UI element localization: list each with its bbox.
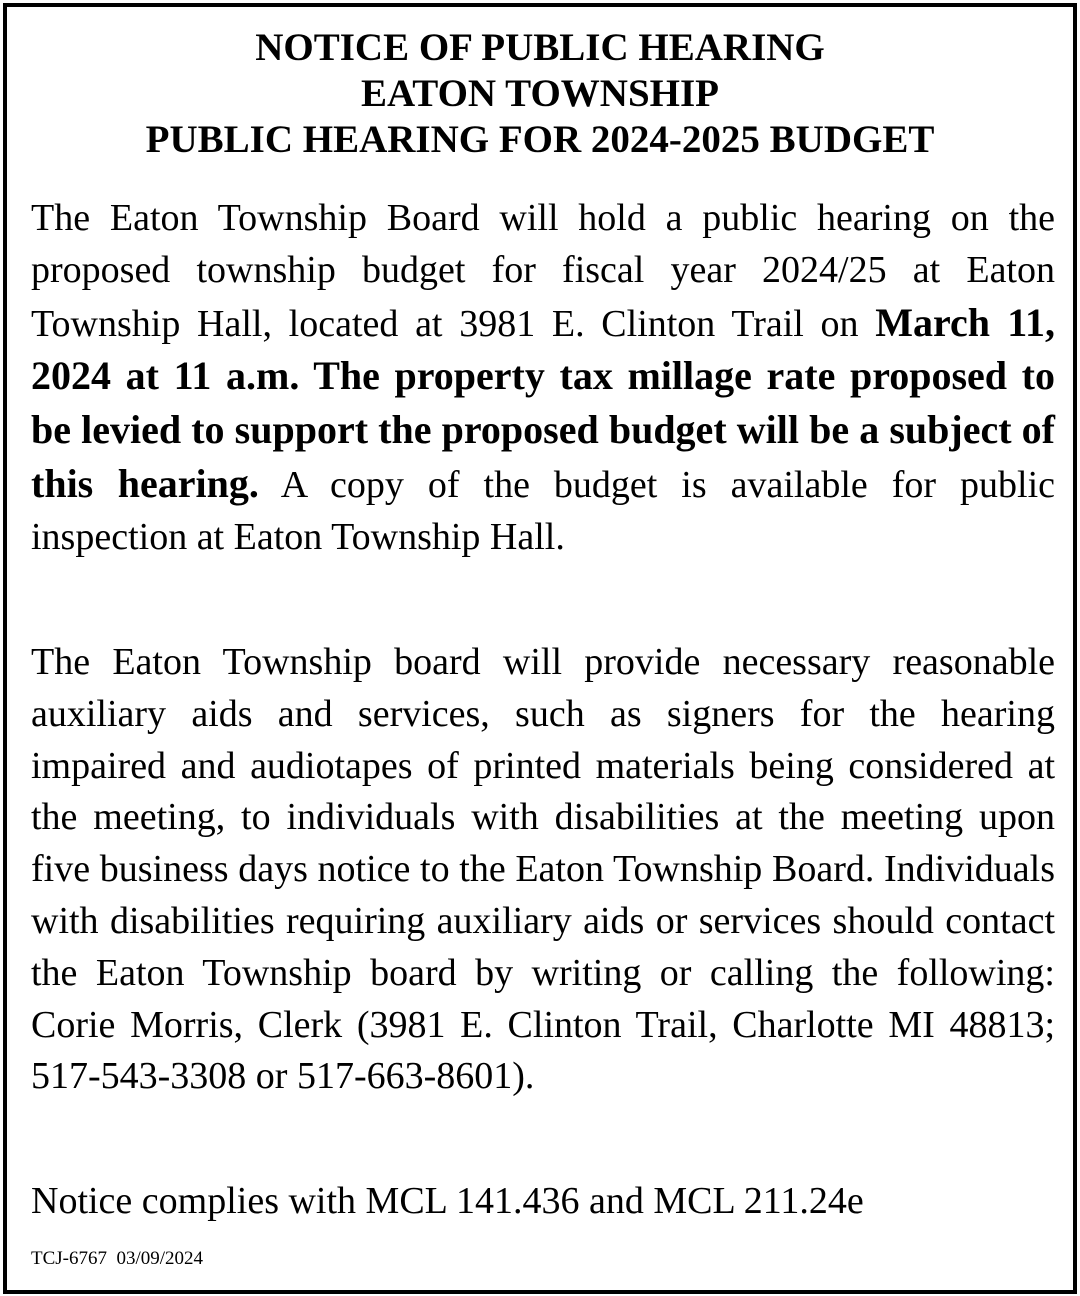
hearing-date-millage-text: March 11, 2024 at 11 a.m. The property tax millage rate proposed to be levied to support the proposed budget will be a subject of this hearing.	[31, 299, 1056, 506]
hearing-intro-text: The Eaton Township Board will hold a public hearing on the proposed township budget for fiscal year 2024/25 at Eaton Township Hall, located at 3981 E. Clinton Trail on	[31, 197, 1055, 345]
public-hearing-notice	[3, 3, 1077, 1294]
budget-copy-text: A copy of the budget is available for public inspection at Eaton Township Hall.	[31, 463, 1056, 558]
notice-reference: TCJ-6767 03/09/2024	[31, 1248, 204, 1269]
accessibility-paragraph: The Eaton Township board will provide necessary reasonable auxiliary aids and services, such as signers for the hearing impaired and audiotapes of printed materials being considered at the meeting, to individuals with disabilities at the meeting upon five business days notice to the Eaton Township Board. Individuals with disabilities requiring auxiliary aids or services should contact the Eaton Township board by writing or calling the following: Corie Morris, Clerk (3981 E. Clinton Trail, Charlotte MI 48813; 517-543-3308 or 517-663-8601).	[31, 641, 1055, 1098]
heading-line-township: EATON TOWNSHIP	[361, 72, 719, 115]
compliance-statement: Notice complies with MCL 141.436 and MCL 211.24e	[31, 1180, 864, 1222]
heading-line-budget: PUBLIC HEARING FOR 2024-2025 BUDGET	[145, 118, 935, 161]
heading-line-notice: NOTICE OF PUBLIC HEARING	[255, 26, 825, 69]
notice-heading	[7, 25, 1073, 163]
hearing-details-paragraph	[31, 193, 1055, 564]
